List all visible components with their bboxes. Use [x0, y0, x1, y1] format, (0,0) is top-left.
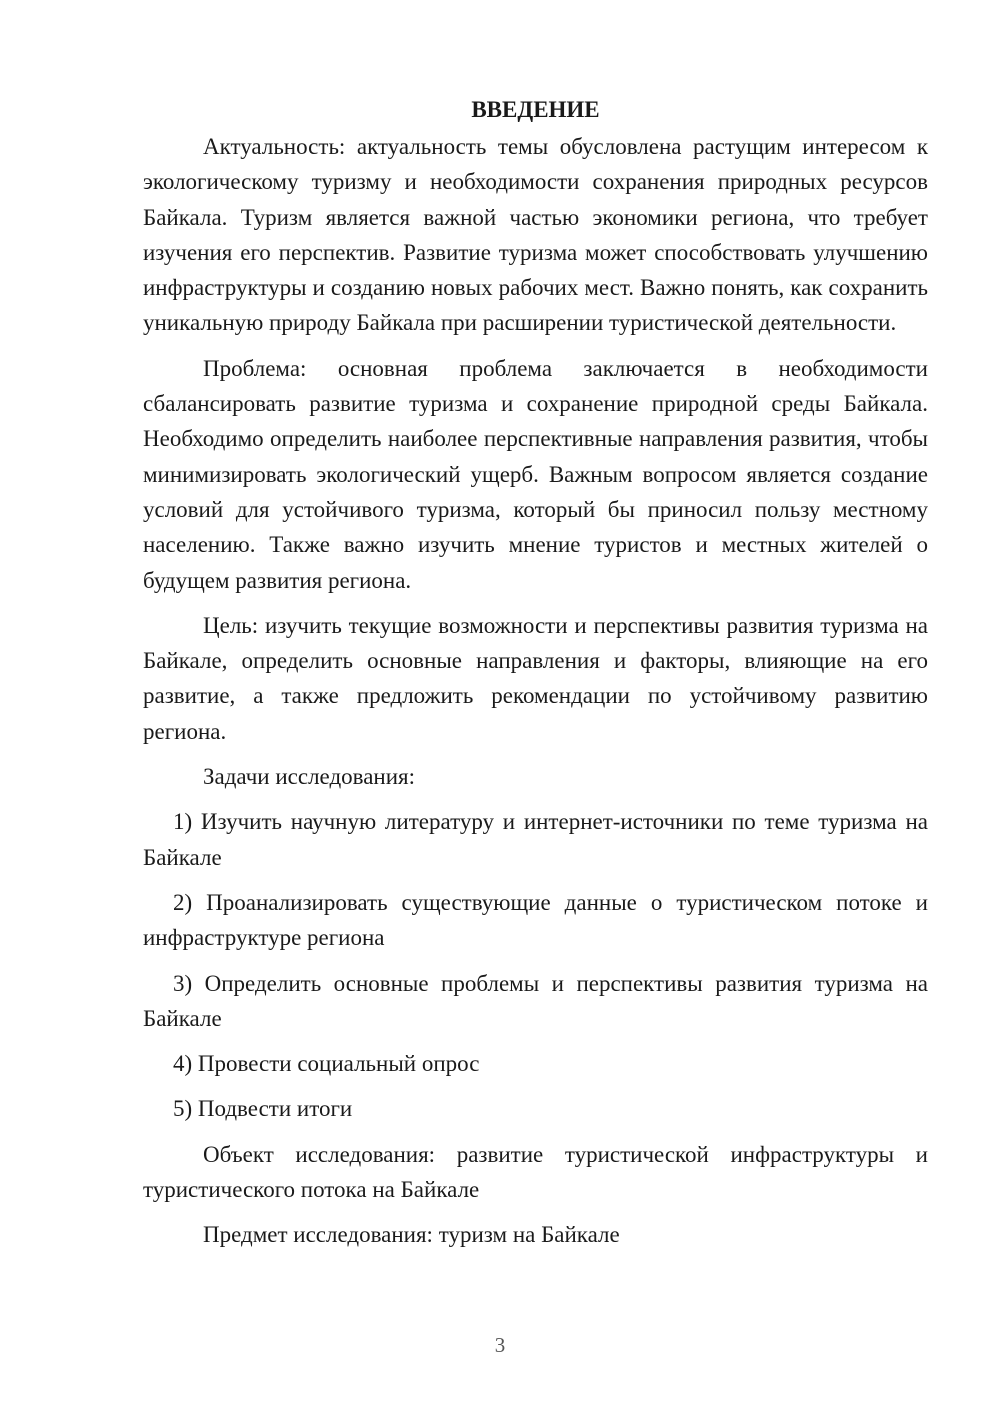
document-page [143, 95, 928, 1263]
task-item: 2) Проанализировать существующие данные о туристическом потоке и инфраструктуре региона [143, 889, 928, 951]
goal-paragraph: Цель: изучить текущие возможности и перспективы развития туризма на Байкале, определить основные направления и факторы, влияющие на его развитие, а также предложить рекомендации по устойчивому развитию региона. [143, 612, 928, 744]
subject-paragraph: Предмет исследования: туризм на Байкале [203, 1222, 620, 1248]
object-paragraph: Объект исследования: развитие туристической инфраструктуры и туристического потока на Байкале [143, 1141, 928, 1203]
relevance-paragraph: Актуальность: актуальность темы обусловлена растущим интересом к экологическому туризму и необходимости сохранения природных ресурсов Байкала. Туризм является важной частью экономики региона, что требует изучения его перспектив. Развитие туризма может способствовать улучшению инфраструктуры и созданию новых рабочих мест. Важно понять, как сохранить уникальную природу Байкала при расширении туристической деятельности. [143, 134, 928, 336]
tasks-list [143, 804, 928, 1126]
section-title: ВВЕДЕНИЕ [471, 97, 600, 122]
tasks-heading: Задачи исследования: [203, 764, 416, 790]
problem-paragraph: Проблема: основная проблема заключается в необходимости сбалансировать развитие туризма и сохранение природной среды Байкала. Необходимо определить наиболее перспективные направления развития, чтобы минимизировать экологический ущерб. Важным вопросом является создание условий для устойчивого туризма, который бы приносил пользу местному населению. Также важно изучить мнение туристов и местных жителей о будущем развития региона. [143, 355, 928, 593]
page-number: 3 [494, 1333, 506, 1357]
task-item: 5) Подвести итоги [173, 1096, 353, 1122]
task-item: 4) Провести социальный опрос [173, 1051, 480, 1077]
task-item: 1) Изучить научную литературу и интернет-источники по теме туризма на Байкале [143, 809, 928, 870]
task-item: 3) Определить основные проблемы и перспективы развития туризма на Байкале [143, 970, 928, 1031]
